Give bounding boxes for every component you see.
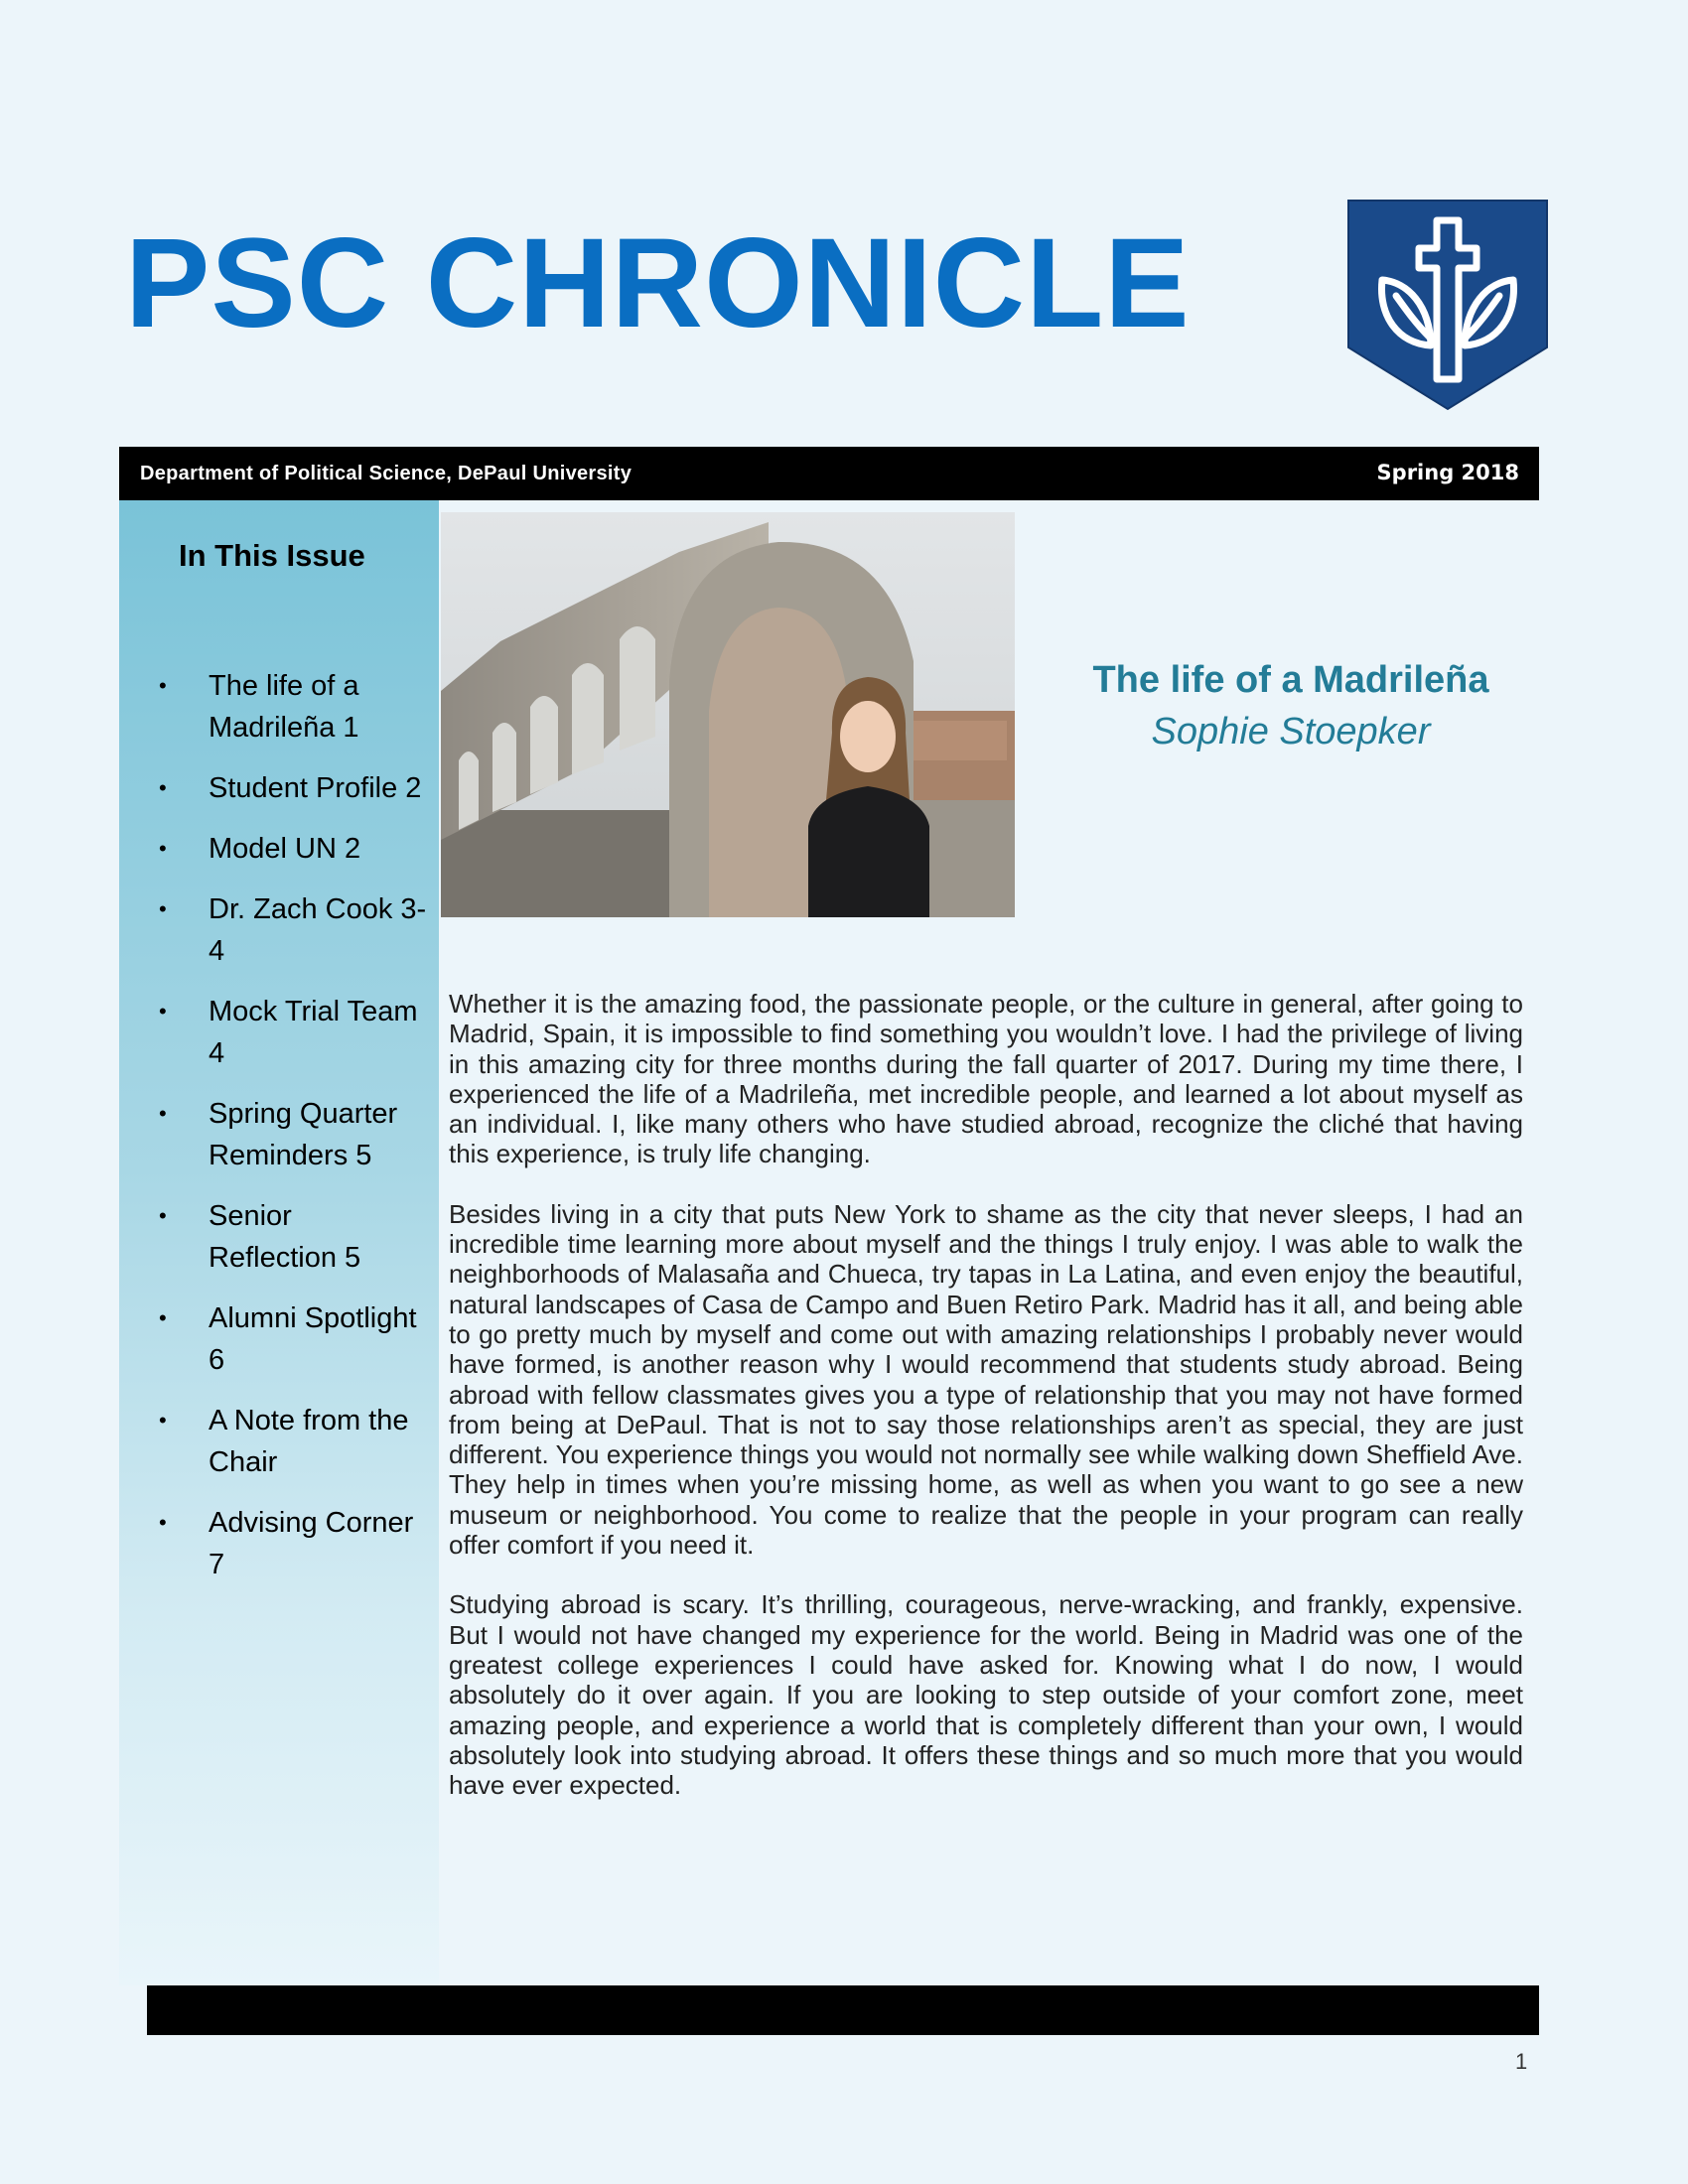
newsletter-title: PSC CHRONICLE xyxy=(125,212,1191,354)
toc-item: • Mock Trial Team 4 xyxy=(159,991,427,1074)
toc-item: • Advising Corner 7 xyxy=(159,1502,427,1585)
department-name: Department of Political Science, DePaul University xyxy=(140,463,633,484)
article-paragraph: Studying abroad is scary. It’s thrilling, courageous, nerve-wracking, and frankly, expensive. But I would not have changed my experience for the world. Being in Madrid was one of the greatest college experiences I could have asked for. Knowing what I do now, I would absolutely do it over again. If you are looking to step outside of your comfort zone, meet amazing people, and experience a world that is completely different than your own, I would absolutely look into studying abroad. It offers these things and so much more that you would have ever expected. xyxy=(449,1589,1523,1801)
article-photo-aqueduct xyxy=(441,512,1015,917)
article-body xyxy=(449,989,1523,1830)
article-paragraph: Whether it is the amazing food, the passionate people, or the culture in general, after going to Madrid, Spain, it is impossible to find something you wouldn’t love. I had the privilege of living in this amazing city for three months during the fall quarter of 2017. During my time there, I experienced the life of a Madrileña, met incredible people, and learned a lot about myself as an individual. I, like many others who have studied abroad, recognize the cliché that having this experience, is truly life changing. xyxy=(449,989,1523,1169)
table-of-contents-sidebar xyxy=(119,500,439,1985)
toc-item: • A Note from the Chair xyxy=(159,1400,427,1483)
article-author: Sophie Stoepker xyxy=(1151,711,1431,752)
toc-heading: In This Issue xyxy=(179,538,365,573)
depaul-shield-logo xyxy=(1346,199,1549,411)
article-paragraph: Besides living in a city that puts New York to shame as the city that never sleeps, I had an incredible time learning more about myself and the things I truly enjoy. I was able to walk the neighborhoods of Malasaña and Chueca, try tapas in La Latina, and even enjoy the beautiful, natural landscapes of Casa de Campo and Buen Retiro Park. Madrid has it all, and being able to go pretty much by myself and come out with amazing relationships I probably never would have formed, is another reason why I would recommend that students study abroad. Being abroad with fellow classmates gives you a type of relationship that you may not have formed from being at DePaul. That is not to say those relationships aren’t as special, they are just different. You experience things you would not normally see while walking down Sheffield Ave. They help in times when you’re missing home, as well as when you want to go see a new museum or neighborhood. You come to realize that the people in your program can really offer comfort if you need it. xyxy=(449,1198,1523,1561)
toc-list xyxy=(159,665,427,1604)
footer-bar xyxy=(147,1985,1539,2035)
toc-item: • Senior Reflection 5 xyxy=(159,1195,427,1279)
header-bar xyxy=(119,447,1539,500)
toc-item: • Model UN 2 xyxy=(159,828,427,870)
page-number: 1 xyxy=(1515,2049,1528,2074)
issue-season: Spring 2018 xyxy=(1376,461,1519,484)
toc-item: • Spring Quarter Reminders 5 xyxy=(159,1093,427,1176)
toc-item: • Alumni Spotlight 6 xyxy=(159,1297,427,1381)
toc-item: • The life of a Madrileña 1 xyxy=(159,665,427,749)
toc-item: • Student Profile 2 xyxy=(159,767,427,809)
toc-item: • Dr. Zach Cook 3-4 xyxy=(159,888,427,972)
article-title: The life of a Madrileña xyxy=(1092,659,1489,701)
